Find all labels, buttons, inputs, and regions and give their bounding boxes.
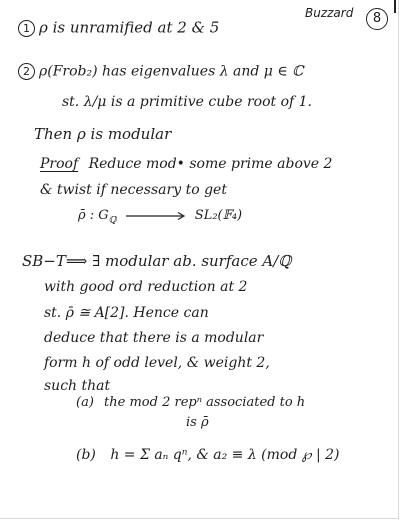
condition-number: 2 (18, 63, 35, 80)
condition-text: ρ is unramified at 2 & 5 (39, 18, 220, 37)
item-a (76, 396, 305, 409)
body-line: form h of odd level, & weight 2, (44, 355, 270, 371)
page-edge-mark (394, 0, 396, 13)
representation-map (78, 209, 242, 226)
condition-2-continuation: st. λ/μ is a primitive cube root of 1. (62, 94, 312, 110)
proof-label: Proof (40, 156, 79, 172)
body-line: SB−T⟹ ∃ modular ab. surface A/ℚ (22, 252, 292, 270)
item-text: the mod 2 repⁿ associated to h (104, 395, 306, 410)
page-number: 8 (366, 8, 388, 30)
condition-2 (18, 63, 303, 80)
condition-number: 1 (18, 20, 35, 37)
condition-1 (18, 20, 219, 37)
item-text: h = Σ aₙ qⁿ, & a₂ ≡ λ (mod ℘ | 2) (110, 447, 340, 463)
body-line: deduce that there is a modular (44, 330, 264, 346)
item-label: (a) (76, 395, 94, 410)
proof-line-1 (40, 157, 332, 171)
theorem-statement: Then ρ is modular (34, 125, 172, 143)
body-line: with good ord reduction at 2 (44, 279, 248, 295)
item-b (76, 448, 340, 462)
body-line: st. ρ̄ ≅ A[2]. Hence can (44, 305, 209, 321)
proof-text: Reduce mod• some prime above 2 (88, 156, 333, 172)
item-a-continuation: is ρ̄ (186, 415, 209, 430)
condition-text: ρ(Frob₂) has eigenvalues λ and μ ∈ ℂ (39, 63, 304, 80)
map-domain-subscript: ℚ (108, 215, 117, 226)
map-domain: ρ̄ : G (78, 208, 109, 223)
proof-line-2: & twist if necessary to get (40, 182, 227, 198)
author-name: Buzzard (305, 6, 354, 20)
arrow-icon (125, 211, 187, 221)
map-codomain: SL₂(𝔽₄) (194, 208, 243, 223)
item-label: (b) (76, 447, 96, 463)
body-line: such that (44, 378, 111, 394)
